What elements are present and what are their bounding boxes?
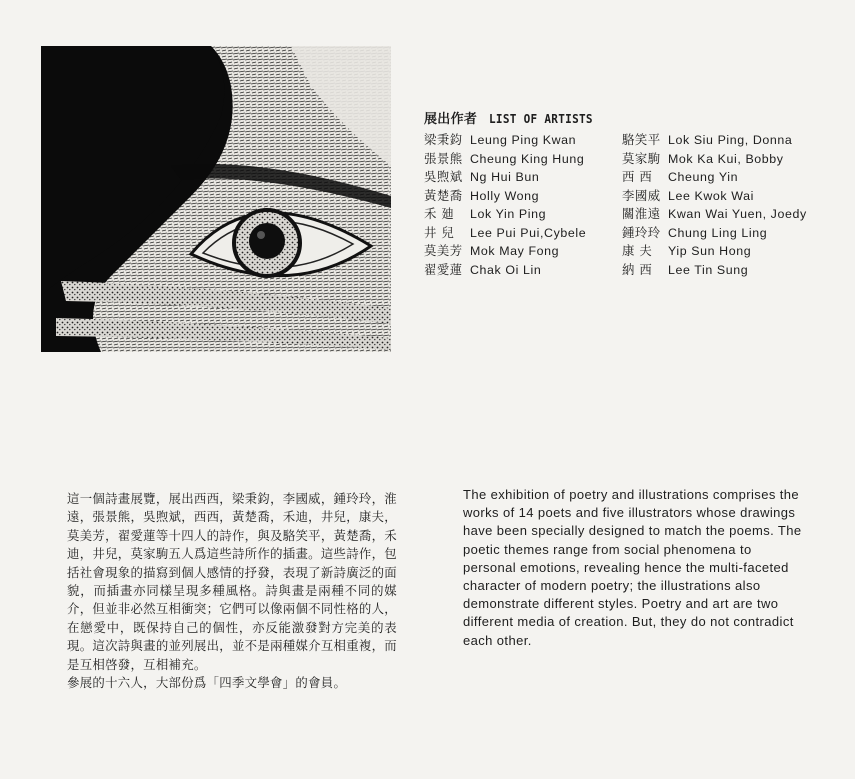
artist-name-en: Cheung Yin — [668, 170, 739, 184]
artist-name-cn: 關淮遠 — [622, 206, 661, 221]
artist-name-cn: 禾 廸 — [424, 206, 455, 221]
artist-name-cn: 李國威 — [622, 187, 661, 203]
list-item — [622, 150, 807, 169]
list-item — [622, 187, 807, 206]
artist-name-cn: 梁秉鈞 — [424, 132, 463, 147]
artist-name-en: Cheung King Hung — [470, 151, 585, 166]
eye-illustration — [41, 46, 391, 352]
artist-name-en: Chung Ling Ling — [668, 225, 768, 240]
artist-name-en: Lok Yin Ping — [470, 207, 547, 221]
artist-name-cn: 康 夫 — [622, 243, 653, 258]
artists-heading — [424, 108, 602, 127]
artist-name-en: Lee Pui Pui,Cybele — [470, 225, 587, 240]
artist-name-en: Ng Hui Bun — [470, 170, 540, 184]
english-paragraph: The exhibition of poetry and illustrations comprises the works of 14 poets and five illustrators whose drawings have been specially designed to match the poems. The poetic themes range from social phenomena to personal emotions, revealing hence the multi-faceted character of modern poetry; the illustrations also demonstrate different styles. Poetry and art are two different media of creation. But, they do not contradict each other. — [463, 487, 802, 648]
artist-name-cn: 鍾玲玲 — [622, 224, 661, 240]
english-description — [463, 486, 803, 650]
list-item — [622, 168, 807, 187]
artist-name-cn: 井 兒 — [424, 224, 455, 240]
list-item — [424, 168, 586, 187]
list-item — [622, 224, 807, 243]
eye-drawing — [41, 46, 391, 352]
list-item — [424, 224, 586, 243]
artists-heading-en: LIST OF ARTISTS — [489, 112, 594, 126]
artist-name-cn: 翟愛蓮 — [424, 261, 463, 277]
list-item — [622, 131, 807, 150]
list-item — [424, 205, 586, 224]
artists-heading-cn: 展出作者 — [424, 112, 478, 127]
artist-name-en: Lee Kwok Wai — [668, 188, 754, 203]
artist-name-cn: 黃楚喬 — [424, 187, 463, 203]
list-item — [622, 205, 807, 224]
artist-name-en: Lee Tin Sung — [668, 262, 749, 277]
list-item — [424, 261, 586, 280]
artist-name-en: Lok Siu Ping, Donna — [668, 133, 793, 147]
chinese-paragraph-2: 參展的十六人，大部份爲「四季文學會」的會員。 — [67, 675, 347, 691]
artist-name-cn: 莫美芳 — [424, 243, 463, 258]
artist-name-cn: 吳煦斌 — [424, 169, 463, 184]
artist-name-en: Kwan Wai Yuen, Joedy — [668, 207, 807, 221]
artist-name-cn: 張景熊 — [424, 150, 463, 166]
list-item — [622, 261, 807, 280]
artist-name-en: Yip Sun Hong — [668, 244, 752, 258]
artist-name-en: Chak Oi Lin — [470, 262, 542, 277]
chinese-description — [67, 490, 397, 692]
artist-name-cn: 莫家駒 — [622, 150, 661, 166]
artist-name-en: Holly Wong — [470, 188, 540, 203]
artist-name-cn: 駱笑平 — [622, 132, 661, 147]
artist-name-en: Mok Ka Kui, Bobby — [668, 151, 784, 166]
chinese-paragraph-1: 這一個詩畫展覽，展出西西，梁秉鈞，李國威，鍾玲玲，淮遠，張景熊，吳煦斌，西西，黃楚喬，禾迪，井兒，康夫，莫美芳，翟愛蓮等十四人的詩作，與及駱笑平，黃楚喬，禾迪，井兒，莫家駒五人爲這些詩所作的插畫。這些詩作，包括社會現象的描寫到個人感情的抒發，表現了新詩廣泛的面貌，而插畫亦同樣呈現多種風格。詩與畫是兩種不同的媒介，但並非必然互相衝突；它們可以像兩個不同性格的人，在戀愛中，既保持自己的個性，亦反能激發對方完美的表現。這次詩與畫的並列展出，並不是兩種媒介互相重複，而是互相啓發，互相補充。 — [67, 491, 397, 672]
artist-name-cn: 西 西 — [622, 169, 653, 184]
list-item — [424, 150, 586, 169]
list-item — [424, 242, 586, 261]
artist-name-cn: 納 西 — [622, 261, 653, 277]
list-item — [622, 242, 807, 261]
artist-list-left — [424, 131, 586, 279]
artist-name-en: Mok May Fong — [470, 244, 560, 258]
list-item — [424, 131, 586, 150]
artist-name-en: Leung Ping Kwan — [470, 133, 577, 147]
artist-list-right — [622, 131, 807, 279]
list-item — [424, 187, 586, 206]
